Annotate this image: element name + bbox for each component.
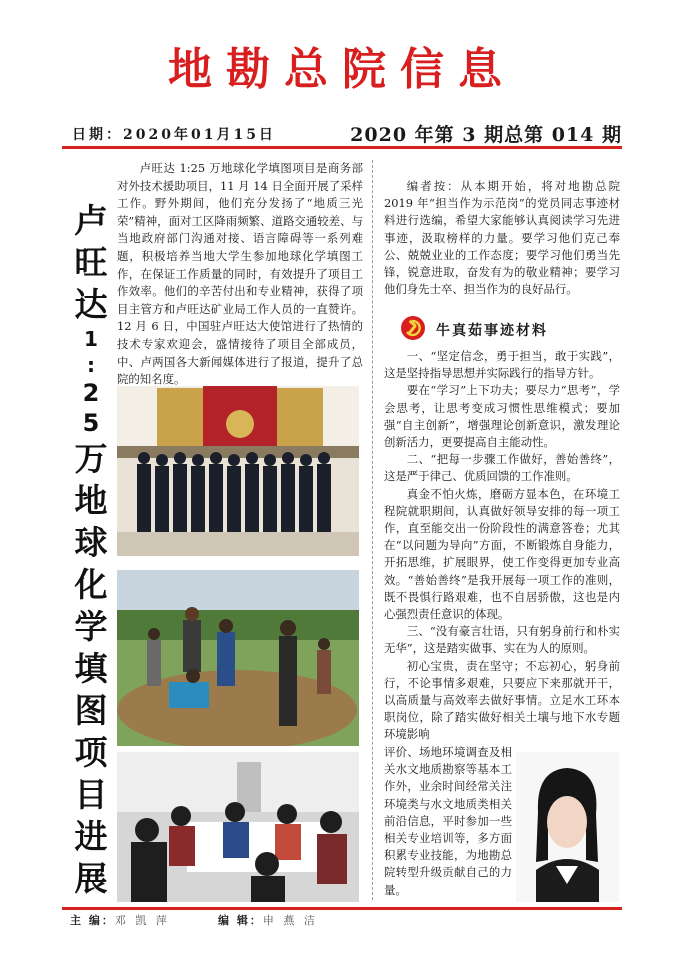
paragraph: 真金不怕火炼，磨砺方显本色，在环境工程院就职期间，认真做好领导安排的每一项工作，直至能交出一份阶段性的满意答卷；尤其在“以问题为导向”方面，不断锻炼自身能力，开拓思维，扩展眼界，使工作变得更加专业高效。“善始善终”是我开展每一项工作的准则，既不畏惧行路艰难，也不自居骄傲，这也是内心强烈责任意识的体现。 bbox=[384, 486, 620, 622]
headline-char: 球 bbox=[74, 523, 108, 562]
section-heading bbox=[400, 316, 548, 344]
masthead-title: 地勘总院信息 bbox=[168, 44, 516, 95]
training-session-photo bbox=[117, 752, 359, 902]
issue-date: 日期：2020年01月15日 bbox=[72, 127, 276, 143]
vertical-headline bbox=[68, 200, 114, 900]
headline-char: 1 bbox=[84, 327, 98, 351]
section-title: 牛真茹事迹材料 bbox=[436, 323, 548, 339]
issue-number: 2020 年第 3 期总第 014 期 bbox=[350, 124, 622, 146]
paragraph: 三、“没有豪言壮语，只有躬身前行和朴实无华”，这是踏实做事、实在为人的原则。 bbox=[384, 624, 620, 656]
headline-char: : bbox=[87, 353, 95, 377]
headline-char: 5 bbox=[82, 409, 100, 437]
compiler-label: 编 辑： bbox=[218, 914, 263, 927]
editor-name: 邓 凯 萍 bbox=[114, 914, 170, 927]
column-divider bbox=[372, 160, 374, 900]
headline-char: 地 bbox=[74, 481, 108, 520]
footer-rule bbox=[62, 907, 622, 910]
headline-char: 万 bbox=[74, 439, 108, 478]
headline-char: 展 bbox=[74, 859, 108, 898]
portrait-photo bbox=[516, 752, 619, 902]
paragraph: 二、“把每一步骤工作做好，善始善终”，这是严于律己、优质回馈的工作准则。 bbox=[384, 452, 620, 484]
paragraph: 一、“坚定信念，勇于担当，敢于实践”，这是坚持指导思想并实际践行的指导方针。 bbox=[384, 349, 620, 381]
headline-char: 项 bbox=[74, 733, 108, 772]
paragraph: 初心宝贵，责在坚守；不忘初心，躬身前行，不论事情多艰难，只要应下来那就开干，以高质量与高效率去做好事情。立足水工环本职岗位，除了踏实做好相关土壤与地下水专题环境影响 bbox=[384, 658, 620, 742]
embassy-group-photo bbox=[117, 386, 359, 556]
profile-body bbox=[384, 348, 620, 744]
headline-char: 进 bbox=[74, 817, 108, 856]
field-sampling-photo bbox=[117, 570, 359, 746]
headline-char: 图 bbox=[74, 691, 108, 730]
headline-char: 旺 bbox=[74, 243, 108, 282]
footer-editor bbox=[70, 912, 170, 928]
editor-note-text: 编者按：从本期开始，将对地勘总院 2019 年“担当作为示范岗”的党员同志事迹材料进行选编，希望大家能够认真阅读学习先进事迹，汲取榜样的力量。要学习他们克己奉公、兢兢业业的工作态度；要学习他们勇当先锋，锐意进取，奋发有为的敬业精神；要学习他们身先士卒、担当作为的良好品行。 bbox=[384, 179, 620, 297]
compiler-name: 申 燕 洁 bbox=[262, 914, 318, 927]
headline-char: 卢 bbox=[74, 201, 108, 240]
wrapped-paragraph: 评价、场地环境调查及相关水文地质勘察等基本工作外，业余时间经常关注环境类与水文地质类相关前沿信息，平时参加一些相关专业培训等，多方面积累专业技能，为地勘总院转型升级贡献自己的力量。 bbox=[384, 745, 512, 897]
headline-char: 化 bbox=[74, 565, 108, 604]
headline-char: 2 bbox=[82, 379, 100, 407]
hammer-sickle-icon bbox=[400, 315, 426, 345]
paragraph: 要在“学习”上下功夫；要尽力“思考”，学会思考，让思考变成习惯性思维模式；要加强“自主创新”，增强理论创新意识，激发理论创新活力，更要提高自主能动性。 bbox=[384, 383, 620, 450]
footer-compiler bbox=[218, 912, 318, 928]
rwanda-project-article: 卢旺达 1:25 万地球化学填图项目是商务部对外技术援助项目，11 月 14 日全面开展了采样工作。野外期间，他们充分发扬了“地质三光荣”精神，面对工区降雨频繁、道路交通较差、与当地政府部门沟通对接、语言障碍等一系列难题，积极培养当地大学生参加地球化学填图工作，在保证工作质量的同时，有效提升了项目工作效率。他们的辛苦付出和专业精神，获得了项目主管方和卢旺达矿业局工作人员的一直赞许。12 月 6 日，中国驻卢旺达大使馆进行了热情的技术专家欢迎会，盛情接待了项目全部成员，中、卢两国各大新闻媒体进行了报道，提升了总院的知名度。 bbox=[117, 161, 363, 387]
editor-note bbox=[384, 178, 620, 298]
headline-char: 目 bbox=[74, 775, 108, 814]
header-rule bbox=[62, 146, 622, 149]
headline-char: 填 bbox=[74, 649, 108, 688]
editor-label: 主 编： bbox=[70, 914, 115, 927]
headline-char: 达 bbox=[74, 285, 108, 324]
headline-char: 学 bbox=[74, 607, 108, 646]
